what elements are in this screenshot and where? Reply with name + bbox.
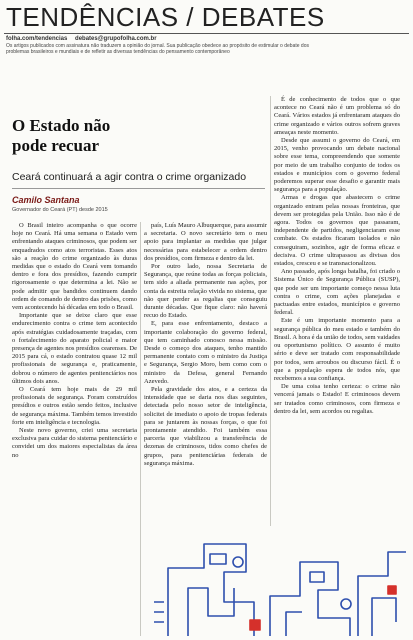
author-name: Camilo Santana [12,195,80,205]
paragraph: O Brasil inteiro acompanha o que ocorre hoje no Ceará. Há uma semana o Estado vem enfrentando ataques criminosos, que podem ser enquadrados como atos terroristas. Esses atos são a reação do crime organizado às duras medidas que o estado do Ceará vem tomando dentro e fora dos presídios, fazendo cumprir rigorosamente o que determina a lei. Não se pode admitir que bandidos continuem dando ordem de comando de dentro das prisões, como vem acontecendo há décadas em todo o Brasil. [12,222,137,312]
paragraph: Desde que assumi o governo do Ceará, em 2015, venho provocando um debate nacional sobre esse tema, compreendendo que somente por meio de um trabalho conjunto de todos os estados e municípios com o governo federal poderemos superar esse desafio e garantir mais segurança para a população. [274,137,400,194]
paragraph: E, para esse enfrentamento, destaco a importante colaboração do governo federal, que tem caminhado conosco nessa missão. Desde o começo dos ataques, tenho mantido permanente contato com o ministro da Justiça e Segurança, Sergio Moro, bem como com o ministro da Defesa, general Fernando Azevedo. [144,320,267,385]
editorial-notice: Os artigos publicados com assinatura não traduzem a opinião do jornal. Sua publicação obedece ao propósito de estimular o debate dos problemas brasileiros e mundiais e de refletir as diversas tendências do pensamento contemporâneo [6,43,309,55]
header-rule [4,33,409,34]
section-url: folha.com/tendencias [6,36,68,42]
author-role: Governador do Ceará (PT) desde 2015 [12,207,108,213]
paragraph: país, Luís Mauro Albuquerque, para assumir a secretaria. O novo secretário tem o meu apoio para implantar as medidas que julgar necessárias para estabelecer a ordem dentro dos presídios, com firmeza e dentro da lei. [144,222,267,262]
article-column-1 [12,222,137,460]
column-divider [270,96,271,526]
paragraph: É de conhecimento de todos que o que acontece no Ceará não é um problema só do Ceará. Vários estados já enfrentaram ataques do crime organizado e vários outros sofrem graves ameaças neste momento. [274,96,400,136]
red-accent-square [250,620,260,630]
paragraph: Pela gravidade dos atos, e a certeza da intensidade que se daria nos dias seguintes, detectada pelo nosso setor de inteligência, solicitei de imediato o apoio de tropas federais para se juntarem às nossas forças, o que foi prontamente atendido. Foi também essa parceria que viabilizou a transferência de dezenas de criminosos, tidos como chefes de grupos, para penitenciárias federais de segurança máxima. [144,386,267,467]
paragraph: Ano passado, após longa batalha, foi criado o Sistema Único de Segurança Pública (SUSP), que pode ser um importante começo nessa luta contra o crime, com ações planejadas e pactuadas entre estados, municípios e governo federal. [274,268,400,317]
prison-maze-illustration [150,532,408,638]
byline-rule [12,188,265,189]
section-title: TENDÊNCIAS / DEBATES [6,2,325,32]
column-divider [140,222,141,636]
paragraph: Este é um importante momento para a segurança pública do meu estado e também do Brasil. A hora é da união de todos, sem vaidades ou oportunismo político. O assunto é muito sério e deve ser tratado com responsabilidade por todos, sem arroubos ou discurso fácil. É o que a população espera de todos nós, que recebemos a sua confiança. [274,317,400,382]
paragraph: Armas e drogas que abastecem o crime organizado entram pelas nossas fronteiras, que devem ser protegidas pela União. Isso não é de agora. Todos os governos que passaram, independente de partidos, negligenciaram esse combate. Os estados ficaram isolados e não conseguiram, sozinhos, agir de forma eficaz e decisiva. O crime ultrapassou as divisas dos estados, cresceu e se transnacionalizou. [274,194,400,268]
article-column-2 [144,222,267,468]
contact-line [6,36,163,42]
paragraph: De uma coisa tenho certeza: o crime não vencerá jamais o Estado! E criminosos devem ser tratados como criminosos, com firmeza e dentro da lei, sem acordos ou regalias. [274,383,400,415]
article-subtitle: Ceará continuará a agir contra o crime organizado [12,171,247,183]
article-title: O Estado não pode recuar [12,116,111,155]
article-column-3 [274,96,400,416]
paragraph: O Ceará tem hoje mais de 29 mil profissionais de segurança. Foram construídos presídios e outros estão sendo feitos, inclusive de segurança máxima. Também temos investido forte em inteligência e tecnologia. [12,386,137,426]
red-accent-square [388,586,396,594]
section-email: debates@grupofolha.com.br [75,36,157,42]
paragraph: Por outro lado, nossa Secretaria de Segurança, que reúne todas as forças policiais, tem sido a aliada permanente nas ações, por conta da estreita relação vivida no sistema, que não quer perder as regalias que conseguiu durante décadas. Que fique claro: não haverá recuo do Estado. [144,263,267,320]
paragraph: Importante que se deixe claro que esse endurecimento contra o crime tem acontecido após estratégias cuidadosamente traçadas, com o fortalecimento do aparato policial e maior presença de agentes nos presídios cearenses. De 2015 para cá, o estado contratou quase 12 mil profissionais de segurança e, praticamente, dobrou o número de agentes penitenciários nos últimos dois anos. [12,312,137,385]
paragraph: Neste novo governo, criei uma secretaria exclusiva para cuidar do sistema penitenciário e convidei um dos maiores especialistas da área no [12,427,137,459]
